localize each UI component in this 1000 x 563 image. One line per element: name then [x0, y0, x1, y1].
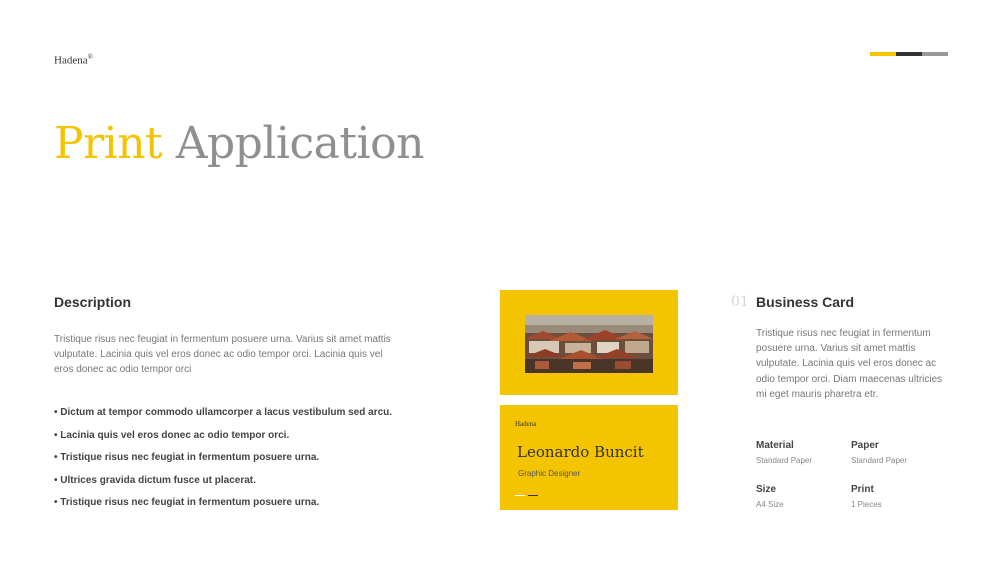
- section-number: 01: [731, 294, 749, 310]
- brand-logo: [54, 53, 93, 67]
- card-mockup-back: [500, 405, 678, 510]
- business-card-heading: Business Card: [756, 294, 855, 310]
- card-accent-lines: [515, 495, 538, 496]
- accent-bars: [870, 52, 948, 56]
- card-name: Leonardo Buncit: [517, 443, 644, 461]
- list-item: • Ultrices gravida dictum fusce ut placerat.: [54, 474, 256, 486]
- spec-value: 1 Pieces: [851, 500, 882, 509]
- title-rest: Application: [175, 118, 424, 169]
- accent-bar-dark: [896, 52, 922, 56]
- spec-paper: [851, 440, 907, 465]
- brand-name: Hadena: [54, 54, 88, 67]
- card-line-white: [515, 495, 525, 496]
- spec-label: Paper: [851, 440, 879, 451]
- spec-value: Standard Paper: [756, 456, 813, 465]
- accent-bar-yellow: [870, 52, 896, 56]
- card-brand: Hadena: [515, 420, 537, 428]
- spec-material: [756, 440, 812, 465]
- spec-label: Print: [851, 484, 874, 495]
- card-role: Graphic Designer: [518, 469, 581, 478]
- title-highlight: Print: [54, 118, 163, 169]
- card-line-dark: [528, 495, 538, 496]
- page-title: [54, 118, 424, 169]
- list-item: • Lacinia quis vel eros donec ac odio tempor orci.: [54, 429, 290, 441]
- spec-value: Standard Paper: [851, 456, 908, 465]
- spec-print: [851, 484, 882, 509]
- feature-list: [54, 407, 434, 520]
- accent-bar-gray: [922, 52, 948, 56]
- spec-label: Size: [756, 484, 777, 495]
- business-card-body: Tristique risus nec feugiat in fermentum posuere urna. Varius sit amet mattis vulputate. Lacinia quis vel eros donec ac odio tempor orci. Diam maecenas ultricies mi eget mauris pharetra etr.: [756, 328, 943, 400]
- city-rooftops-photo: [525, 315, 653, 373]
- list-item: • Tristique risus nec feugiat in fermentum posuere urna.: [54, 452, 320, 463]
- card-mockup-front: [500, 290, 678, 395]
- registered-mark: ®: [87, 53, 93, 61]
- spec-size: [756, 484, 784, 509]
- list-item: • Dictum at tempor commodo ullamcorper a lacus vestibulum sed arcu.: [54, 407, 393, 418]
- spec-label: Material: [756, 440, 794, 451]
- description-body: Tristique risus nec feugiat in fermentum posuere urna. Varius sit amet mattis vulputate. Lacinia quis vel eros donec ac odio tempor orci. Lacinia quis vel eros donec ac odio tempor orci: [54, 334, 391, 375]
- list-item: • Tristique risus nec feugiat in fermentum posuere urna.: [54, 497, 320, 508]
- spec-value: A4 Size: [756, 500, 784, 509]
- description-heading: Description: [54, 294, 132, 310]
